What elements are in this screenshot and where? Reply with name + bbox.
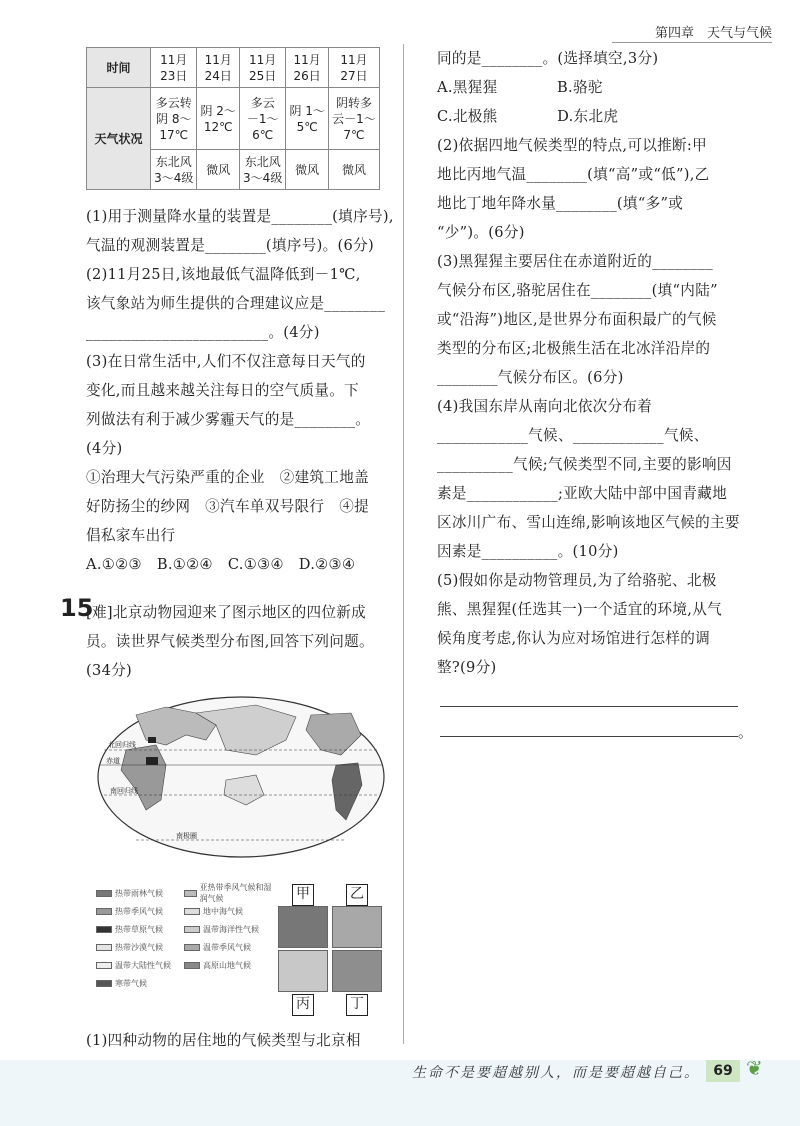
right-question-text <box>437 44 740 682</box>
text-line: 区冰川广布、雪山连绵,影响该地区气候的主要 <box>437 514 740 531</box>
answer-line <box>440 736 738 737</box>
legend-row <box>96 884 276 902</box>
chimpanzee-photo <box>278 906 328 948</box>
text-line: [难]北京动物园迎来了图示地区的四位新成 <box>86 604 367 621</box>
text-line: (3)在日常生活中,人们不仅注意每日天气的 <box>86 353 366 370</box>
camel-photo <box>332 906 382 948</box>
legend-item <box>184 924 272 935</box>
legend-swatch <box>96 980 112 987</box>
footer-motto: 生命不是要超越别人，而是要超越自己。 <box>412 1065 700 1081</box>
legend-item <box>184 906 272 917</box>
question-number: 15 <box>60 594 94 622</box>
weather-table <box>86 47 380 190</box>
text-line: (2)11月25日,该地最低气温降低到－1℃, <box>86 266 361 283</box>
table-cell: 微风 <box>328 150 379 190</box>
text-line: ________气候分布区。(6分) <box>437 369 624 386</box>
legend-label: 热带沙漠气候 <box>115 942 163 952</box>
animal-photos <box>278 884 384 1014</box>
legend-row <box>96 956 276 974</box>
text-line: (4分) <box>86 440 123 457</box>
column-divider <box>403 44 404 1044</box>
text-line: ①治理大气污染严重的企业 ②建筑工地盖 <box>86 469 369 486</box>
leaf-icon: ❦ <box>746 1056 763 1080</box>
legend-swatch <box>184 944 200 951</box>
animal-tag-bing: 丙 <box>292 994 314 1016</box>
answer-end-mark: 。 <box>738 724 753 741</box>
text-line: C.北极熊 D.东北虎 <box>437 108 619 125</box>
legend-swatch <box>96 890 112 897</box>
text-line: (4)我国东岸从南向北依次分布着 <box>437 398 653 415</box>
animal-tag-yi: 乙 <box>346 884 368 906</box>
text-line: (34分) <box>86 662 133 679</box>
text-line: 气候分布区,骆驼居住在________(填“内陆” <box>437 282 718 299</box>
tiger-photo <box>332 950 382 992</box>
text-line: 员。读世界气候类型分布图,回答下列问题。 <box>86 633 374 650</box>
text-line: 熊、黑猩猩(任选其一)一个适宜的环境,从气 <box>437 601 723 618</box>
table-cell: 11月 24日 <box>197 48 239 88</box>
text-line: 素是____________;亚欧大陆中部中国青藏地 <box>437 485 727 502</box>
text-line: 类型的分布区;北极熊生活在北冰洋沿岸的 <box>437 340 711 357</box>
text-line: 同的是________。(选择填空,3分) <box>437 50 659 67</box>
legend-item <box>96 978 184 989</box>
marker-yi <box>148 737 156 743</box>
text-line: 变化,而且越来越关注每日的空气质量。下 <box>86 382 360 399</box>
table-cell: 微风 <box>197 150 239 190</box>
table-row <box>87 48 380 88</box>
legend-label: 热带雨林气候 <box>115 888 163 898</box>
legend-item <box>96 960 184 971</box>
legend-row <box>96 938 276 956</box>
text-line: ________________________。(4分) <box>86 324 320 341</box>
table-cell: 11月 27日 <box>328 48 379 88</box>
legend-swatch <box>96 962 112 969</box>
polar-bear-photo <box>278 950 328 992</box>
q15-part1-start <box>86 1026 361 1055</box>
chapter-header <box>655 22 772 41</box>
left-question-text <box>86 202 394 579</box>
text-line: 因素是__________。(10分) <box>437 543 619 560</box>
world-climate-map <box>96 695 386 860</box>
animal-tag-ding: 丁 <box>346 994 368 1016</box>
legend-item <box>184 960 272 971</box>
table-header-weather: 天气状况 <box>87 88 151 190</box>
text-line: A.①②③ B.①②④ C.①③④ D.②③④ <box>86 556 356 573</box>
table-header-time: 时间 <box>87 48 151 88</box>
text-line: 整?(9分) <box>437 659 497 676</box>
legend-label: 热带季风气候 <box>115 906 163 916</box>
text-line: 该气象站为师生提供的合理建议应是________ <box>86 295 386 312</box>
text-line: (3)黑猩猩主要居住在赤道附近的________ <box>437 253 713 270</box>
marker-jia <box>146 757 158 765</box>
legend-swatch <box>96 908 112 915</box>
legend-row <box>96 974 276 992</box>
table-cell: 阴 1～ 5℃ <box>286 88 328 150</box>
text-line: (2)依据四地气候类型的特点,可以推断:甲 <box>437 137 708 154</box>
table-cell: 微风 <box>286 150 328 190</box>
legend-label: 地中海气候 <box>203 906 243 916</box>
map-label: 北回归线 <box>108 741 136 749</box>
legend-label: 亚热带季风气候和湿润气候 <box>199 883 272 903</box>
legend-swatch <box>96 944 112 951</box>
legend-item <box>96 906 184 917</box>
legend-label: 温带季风气候 <box>203 942 251 952</box>
map-label: 南极圈 <box>176 832 197 840</box>
chapter-title: 第四章 天气与气候 <box>654 26 772 41</box>
text-line: A.黑猩猩 B.骆驼 <box>437 79 603 96</box>
text-line: 好防扬尘的纱网 ③汽车单双号限行 ④提 <box>86 498 369 515</box>
text-line: ____________气候、____________气候、 <box>437 427 709 444</box>
legend-item <box>96 942 184 953</box>
table-cell: 东北风 3～4级 <box>151 150 197 190</box>
table-cell: 阴 2～ 12℃ <box>197 88 239 150</box>
table-row <box>87 88 380 150</box>
legend-row <box>96 920 276 938</box>
legend-label: 热带草原气候 <box>115 924 163 934</box>
q15-stem <box>86 598 374 685</box>
animal-tag-jia: 甲 <box>292 884 314 906</box>
text-line: 地比丙地气温________(填“高”或“低”),乙 <box>437 166 710 183</box>
legend-item <box>96 924 184 935</box>
answer-line <box>440 706 738 707</box>
legend-item <box>96 888 184 899</box>
table-cell: 多云转 阴 8～ 17℃ <box>151 88 197 150</box>
climate-legend <box>96 884 276 992</box>
text-line: 倡私家车出行 <box>86 527 176 544</box>
text-line: 地比丁地年降水量________(填“多”或 <box>437 195 684 212</box>
map-label: 南回归线 <box>110 787 138 795</box>
legend-swatch <box>184 962 200 969</box>
table-cell: 11月 25日 <box>239 48 285 88</box>
legend-label: 温带海洋性气候 <box>203 924 259 934</box>
text-line: (1)用于测量降水量的装置是________(填序号), <box>86 208 394 225</box>
text-line: “少”)。(6分) <box>437 224 525 241</box>
page-number: 69 <box>706 1060 740 1082</box>
legend-swatch <box>184 908 200 915</box>
legend-row <box>96 902 276 920</box>
legend-label: 温带大陆性气候 <box>115 960 171 970</box>
text-line: (1)四种动物的居住地的气候类型与北京相 <box>86 1032 361 1049</box>
text-line: __________气候;气候类型不同,主要的影响因 <box>437 456 732 473</box>
legend-swatch <box>184 890 197 897</box>
map-label: 赤道 <box>106 757 120 765</box>
legend-label: 寒带气候 <box>115 978 147 988</box>
text-line: 候角度考虑,你认为应对场馆进行怎样的调 <box>437 630 711 647</box>
legend-item <box>184 882 272 904</box>
table-cell: 阴转多 云－1～ 7℃ <box>328 88 379 150</box>
text-line: 或“沿海”)地区,是世界分布面积最广的气候 <box>437 311 717 328</box>
table-cell: 东北风 3～4级 <box>239 150 285 190</box>
table-cell: 11月 23日 <box>151 48 197 88</box>
legend-swatch <box>96 926 112 933</box>
text-line: (5)假如你是动物管理员,为了给骆驼、北极 <box>437 572 717 589</box>
text-line: 气温的观测装置是________(填序号)。(6分) <box>86 237 374 254</box>
header-rule <box>612 42 772 43</box>
table-cell: 11月 26日 <box>286 48 328 88</box>
table-cell: 多云 －1～ 6℃ <box>239 88 285 150</box>
text-line: 列做法有利于减少雾霾天气的是________。 <box>86 411 371 428</box>
legend-label: 高原山地气候 <box>203 960 251 970</box>
legend-item <box>184 942 272 953</box>
legend-swatch <box>184 926 200 933</box>
